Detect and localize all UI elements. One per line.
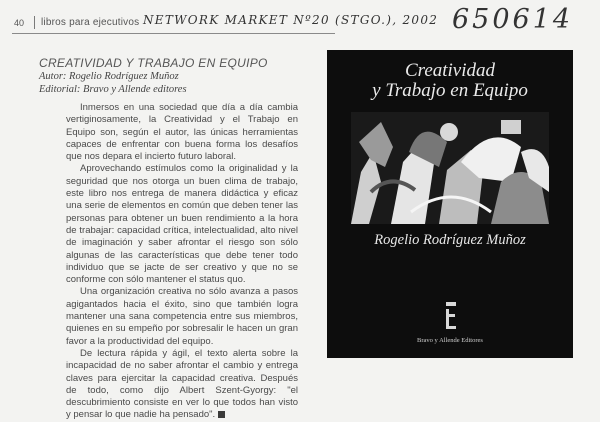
paragraph-2: Aprovechando estímulos como la originalidad y la seguridad que nos otorga un buen clima de trabajo, este libro nos entrega de manera didáctica y eficaz una serie de elementos en común que deben tener las personas para obtener un buen rendimiento a la hora de trabajar: capacidad crítica, intelectualidad, alto nivel de imaginación y saber afrontar el riesgo son sólo algunas de las características que debe tener todo individuo que se jacte de ser creativo y que no se conforme con sólo mantener el status quo.: [66, 163, 298, 286]
paragraph-4-text: De lectura rápida y ágil, el texto alerta sobre la incapacidad de no saber afrontar el cambio y entrega claves para ejercitar la capacidad creativa. Después de todo, como dijo Albert Szent-Gyorgy: "el descubrimiento consiste en ver lo que todos han visto y pensar lo que nadie ha pensado".: [66, 347, 298, 421]
cover-artwork: [351, 112, 549, 224]
cover-author: Rogelio Rodríguez Muñoz: [374, 232, 526, 248]
page-number: 40: [14, 18, 25, 28]
article-title: CREATIVIDAD Y TRABAJO EN EQUIPO: [39, 56, 268, 70]
end-of-article-mark: [218, 411, 225, 418]
paragraph-1: Inmersos en una sociedad que día a día cambia vertiginosamente, la Creatividad y el Trabajo en Equipo son, según el autor, las únicas herramientas capaces de enfrentar con buena forma los desafíos que nos depara el incierto futuro laboral.: [66, 102, 298, 163]
cover-title-line-1: Creatividad: [404, 60, 496, 81]
paragraph-3: Una organización creativa no sólo avanza a pasos agigantados hacia el éxito, sino que también logra mantener una sana competencia entre sus miembros, quienes en su empeño por sobresalir le hacen un gran favor a la productividad del equipo.: [66, 286, 298, 347]
publisher-logo: [445, 301, 457, 331]
handwritten-catalog-code: 650614: [452, 4, 574, 35]
article-publisher: Editorial: Bravo y Allende editores: [39, 84, 187, 95]
paragraph-4: [66, 348, 298, 422]
header-rule: [12, 33, 335, 34]
cover-publisher: Bravo y Allende Editores: [417, 337, 483, 344]
section-label: libros para ejecutivos: [41, 17, 140, 28]
header-divider: [34, 16, 35, 29]
article-author: Autor: Rogelio Rodríguez Muñoz: [39, 71, 179, 82]
handwritten-source-note: NETWORK MARKET Nº20 (STGO.), 2002: [143, 13, 439, 27]
article-body: [66, 102, 298, 422]
cover-title-line-2: y Trabajo en Equipo: [372, 80, 528, 101]
book-cover: [327, 50, 573, 358]
